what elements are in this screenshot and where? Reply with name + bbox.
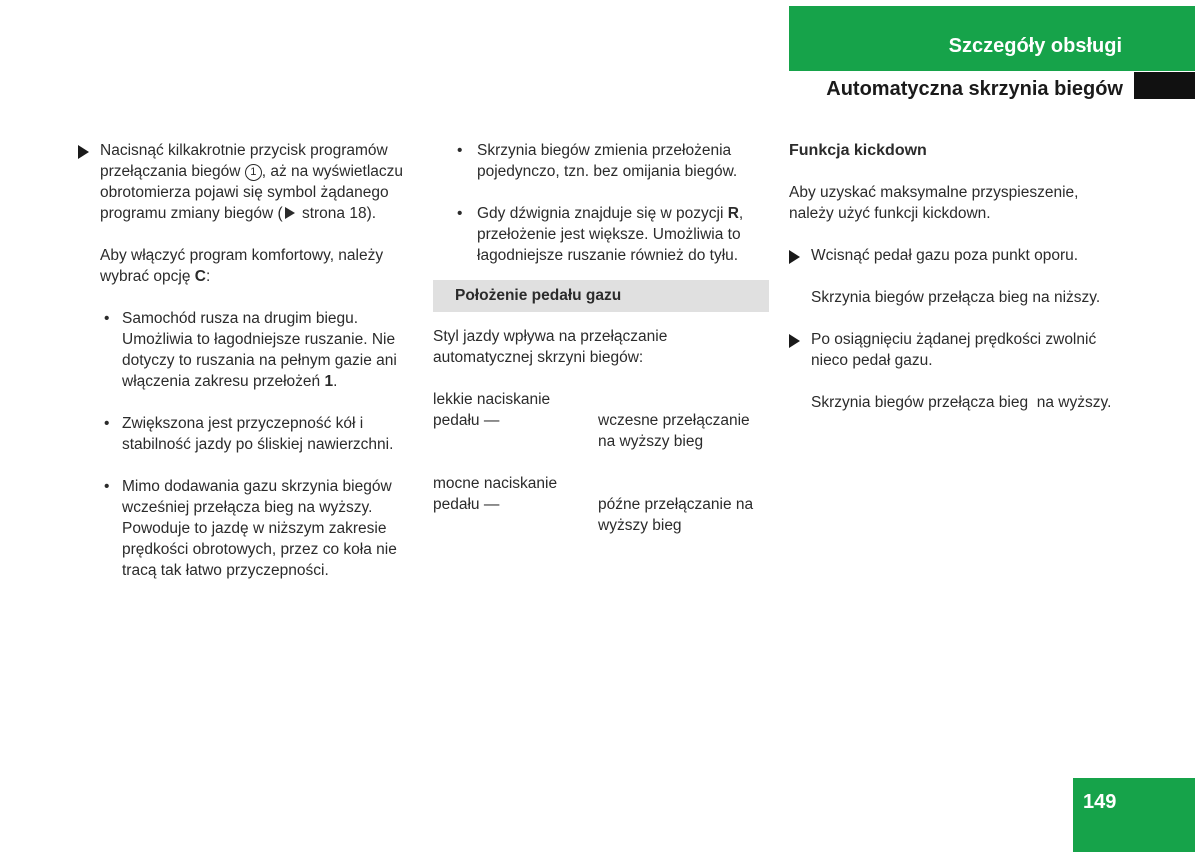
page-reference-icon [285, 207, 295, 219]
column-left [78, 140, 414, 581]
pedal-table [433, 389, 769, 452]
comfort-paragraph: Aby włączyć program komfortowy, należy wybrać opcję C: [100, 247, 384, 285]
column-middle [433, 140, 769, 536]
list-item: • Zwiększona jest przyczepność kół i stabilność jazdy po śliskiej nawierzchni. [104, 415, 394, 453]
page-number: 149 [1083, 791, 1117, 813]
kickdown-heading: Funkcja kickdown [789, 142, 927, 159]
callout-number-icon: 1 [245, 164, 262, 181]
page-number-tab [1073, 778, 1195, 852]
column-right [789, 140, 1125, 413]
intro-paragraph: Styl jazdy wpływa na przełączanie automatycznej skrzyni biegów: [433, 328, 668, 366]
list-item: • Skrzynia biegów zmienia przełożenia pojedynczo, tzn. bez omijania biegów. [457, 142, 738, 180]
instruction-step: Po osiągnięciu żądanej prędkości zwolnić nieco pedał gazu. [789, 329, 1125, 371]
section-header-tab [789, 6, 1195, 71]
subsection-marker-bar [1134, 72, 1195, 99]
arrow-right-icon [78, 145, 89, 159]
instruction-step: Wcisnąć pedał gazu poza punkt oporu. [789, 245, 1125, 266]
step-result: Skrzynia biegów przełącza bieg na niższy. [811, 289, 1101, 306]
arrow-right-icon [789, 250, 800, 264]
section-heading-box: Położenie pedału gazu [433, 280, 769, 312]
list-item: • Mimo dodawania gazu skrzynia biegów wcześniej przełącza bieg na wyższy. Powoduje to jazdę w niższym zakresie prędkości obrotowych, przez co koła nie tracą tak łatwo przyczepności. [104, 478, 397, 579]
subsection-title: Automatyczna skrzynia biegów [826, 78, 1123, 100]
step-text: strona 18). [297, 205, 377, 222]
kickdown-intro: Aby uzyskać maksymalne przyspieszenie, należy użyć funkcji kickdown. [789, 184, 1079, 222]
instruction-step [78, 140, 414, 224]
arrow-right-icon [789, 334, 800, 348]
comfort-bullet-list [78, 308, 414, 581]
shift-bullet-list [433, 140, 769, 266]
pedal-label: mocne naciskanie pedału — [433, 475, 558, 513]
pedal-label: lekkie naciskanie pedału — [433, 391, 551, 429]
pedal-table [433, 473, 769, 536]
list-item: • Gdy dźwignia znajduje się w pozycji R, przełożenie jest większe. Umożliwia to łagodniejsze ruszanie również do tyłu. [457, 205, 744, 264]
step-text: , aż na wyświetlaczu obrotomierza pojawi się symbol żądanego programu zmiany biegów ( [100, 163, 404, 222]
step-text: Nacisnąć kilkakrotnie przycisk programów przełączania biegów [100, 142, 388, 180]
section-title: Szczegóły obsługi [948, 35, 1122, 57]
step-result: Skrzynia biegów przełącza bieg na wyższy. [811, 394, 1112, 411]
pedal-value: wczesne przełączanie na wyższy bieg [598, 412, 750, 450]
pedal-value: późne przełączanie na wyższy bieg [598, 496, 754, 534]
list-item: • Samochód rusza na drugim biegu. Umożliwia to łagodniejsze ruszanie. Nie dotyczy to ruszania na pełnym gazie ani włączenia zakresu przełożeń 1. [104, 310, 397, 390]
